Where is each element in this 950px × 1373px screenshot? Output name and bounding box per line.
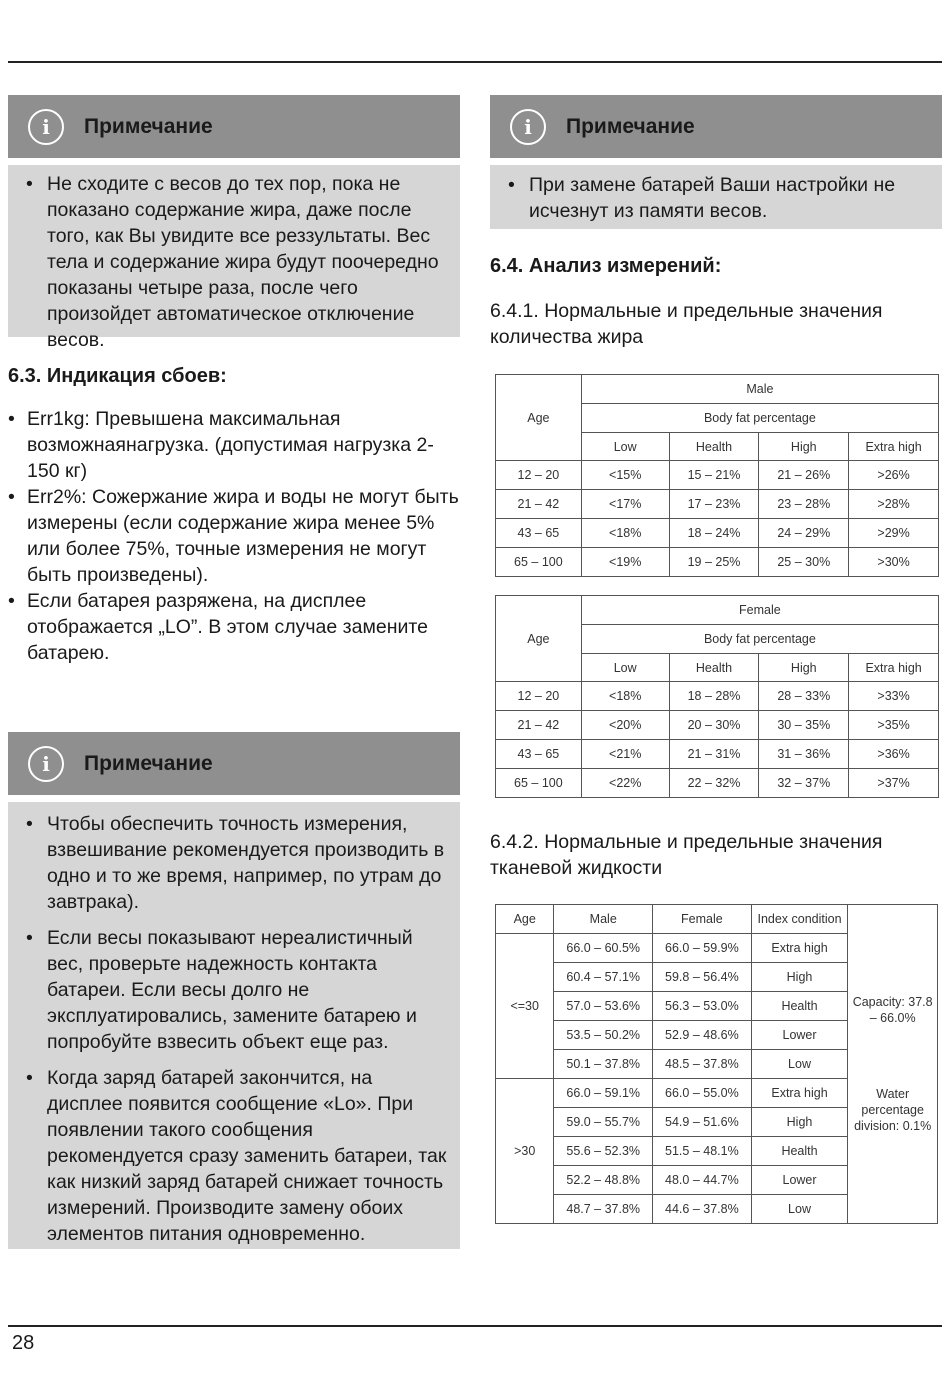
table-header-age: Age xyxy=(496,596,582,682)
table-cell: <18% xyxy=(581,519,669,548)
table-cell: 19 – 25% xyxy=(669,548,759,577)
list-item: • Если весы показывают нереалистичный вес, проверьте надежность контакта батареи. Если весы долго не эксплуатировались, замените батарею и попробуйте взвесить объект еще раз. xyxy=(22,925,450,1055)
table-cell: 18 – 24% xyxy=(669,519,759,548)
table-header-index: Index condition xyxy=(751,905,848,934)
table-cell: High xyxy=(751,1108,848,1137)
table-cell: 55.6 – 52.3% xyxy=(554,1137,653,1166)
table-cell: High xyxy=(751,963,848,992)
table-cell: <20% xyxy=(581,711,669,740)
table-row xyxy=(496,461,939,490)
note-box-1 xyxy=(8,95,460,351)
table-cell: 25 – 30% xyxy=(759,548,849,577)
table-cell: 24 – 29% xyxy=(759,519,849,548)
table-col-header: Low xyxy=(581,654,669,682)
info-icon: i xyxy=(28,109,64,145)
list-item: • Если батарея разряжена, на дисплее отображается „LO”. В этом случае замените батарею. xyxy=(8,588,460,666)
table-cell: 15 – 21% xyxy=(669,461,759,490)
list-item: • Не сходите с весов до тех пор, пока не показано содержание жира, даже после того, как Вы увидите все реззультаты. Вес тела и содержание жира будут поочередно показаны четыре раза, после чего произойдет автоматическое отключение весов. xyxy=(22,171,450,353)
table-row xyxy=(496,769,939,798)
note-list xyxy=(504,172,932,224)
side-info-cell xyxy=(848,905,938,1224)
female-fat-table xyxy=(495,595,939,798)
table-cell: Extra high xyxy=(751,934,848,963)
table-cell: 57.0 – 53.6% xyxy=(554,992,653,1021)
note-title: Примечание xyxy=(566,114,695,138)
info-icon: i xyxy=(510,109,546,145)
table-cell: <15% xyxy=(581,461,669,490)
table-col-header: Health xyxy=(669,433,759,461)
table-header-age: Age xyxy=(496,905,554,934)
table-cell: Health xyxy=(751,992,848,1021)
table-col-header: Extra high xyxy=(849,654,939,682)
section-heading: 6.4. Анализ измерений: xyxy=(490,255,722,277)
table-cell: 48.5 – 37.8% xyxy=(653,1050,752,1079)
subsection-title: 6.4.2. Нормальные и предельные значения тканевой жидкости xyxy=(490,831,883,879)
table-cell: 59.8 – 56.4% xyxy=(653,963,752,992)
table-cell: 66.0 – 59.9% xyxy=(653,934,752,963)
table-cell: 51.5 – 48.1% xyxy=(653,1137,752,1166)
age-group-cell: <=30 xyxy=(496,934,554,1079)
table-cell: 21 – 26% xyxy=(759,461,849,490)
division-note: Water percentage division: 0.1% xyxy=(854,1087,932,1133)
table-cell: 23 – 28% xyxy=(759,490,849,519)
note-body xyxy=(8,802,460,1249)
table-cell: >36% xyxy=(849,740,939,769)
table-cell: Low xyxy=(751,1050,848,1079)
list-item: • Когда заряд батарей закончится, на дисплее появится сообщение «Lo». При появлении такого сообщения рекомендуется сразу заменить батареи, так как низкий заряд батарей снижает точность измерений. Производите замену обоих элементов питания одновременно. xyxy=(22,1065,450,1247)
capacity-note: Capacity: 37.8 – 66.0% xyxy=(852,995,933,1025)
table-cell: 31 – 36% xyxy=(759,740,849,769)
table-cell: >29% xyxy=(849,519,939,548)
table-cell: 65 – 100 xyxy=(496,548,582,577)
table-row xyxy=(496,490,939,519)
table-col-header: Extra high xyxy=(849,433,939,461)
table-col-header: High xyxy=(759,654,849,682)
table-cell: 60.4 – 57.1% xyxy=(554,963,653,992)
section-heading: 6.3. Индикация сбоев: xyxy=(8,365,227,387)
table-cell: 44.6 – 37.8% xyxy=(653,1195,752,1224)
table-cell: 52.9 – 48.6% xyxy=(653,1021,752,1050)
table-row xyxy=(496,519,939,548)
top-rule xyxy=(8,61,942,63)
table-cell: >28% xyxy=(849,490,939,519)
table-cell: 43 – 65 xyxy=(496,519,582,548)
list-item: • При замене батарей Ваши настройки не исчезнут из памяти весов. xyxy=(504,172,932,224)
note-box-3 xyxy=(490,95,942,229)
table-col-header: Health xyxy=(669,654,759,682)
table-cell: 59.0 – 55.7% xyxy=(554,1108,653,1137)
note-title: Примечание xyxy=(84,114,213,138)
list-item: • Err1kg: Превышена максимальная возможнаянагрузка. (допустимая нагрузка 2-150 кг) xyxy=(8,406,460,484)
note-body xyxy=(490,165,942,229)
table-cell: 66.0 – 55.0% xyxy=(653,1079,752,1108)
table-cell: 56.3 – 53.0% xyxy=(653,992,752,1021)
error-list xyxy=(8,406,460,666)
left-column xyxy=(8,95,460,1245)
table-cell: 48.7 – 37.8% xyxy=(554,1195,653,1224)
table-cell: 17 – 23% xyxy=(669,490,759,519)
table-cell: <22% xyxy=(581,769,669,798)
table-header-group: Male xyxy=(581,375,938,404)
note-list xyxy=(22,811,450,1247)
table-cell: Health xyxy=(751,1137,848,1166)
table-header-metric: Body fat percentage xyxy=(581,404,938,433)
table-cell: 66.0 – 59.1% xyxy=(554,1079,653,1108)
table-cell: >33% xyxy=(849,682,939,711)
right-column xyxy=(490,95,942,350)
table-cell: 52.2 – 48.8% xyxy=(554,1166,653,1195)
table-row xyxy=(496,711,939,740)
page-number: 28 xyxy=(12,1332,35,1354)
table-cell: 21 – 42 xyxy=(496,490,582,519)
note-header xyxy=(8,732,460,795)
table-header-metric: Body fat percentage xyxy=(581,625,938,654)
table-cell: 20 – 30% xyxy=(669,711,759,740)
table-cell: 30 – 35% xyxy=(759,711,849,740)
table-cell: 21 – 42 xyxy=(496,711,582,740)
table-cell: Extra high xyxy=(751,1079,848,1108)
table-cell: 28 – 33% xyxy=(759,682,849,711)
table-cell: >26% xyxy=(849,461,939,490)
male-fat-table xyxy=(495,374,939,577)
table-cell: 65 – 100 xyxy=(496,769,582,798)
table-cell: 43 – 65 xyxy=(496,740,582,769)
note-header xyxy=(8,95,460,158)
table-cell: 53.5 – 50.2% xyxy=(554,1021,653,1050)
table-cell: 22 – 32% xyxy=(669,769,759,798)
table-cell: Low xyxy=(751,1195,848,1224)
table-cell: >35% xyxy=(849,711,939,740)
note-list xyxy=(22,171,450,353)
table-cell: 54.9 – 51.6% xyxy=(653,1108,752,1137)
table-cell: <18% xyxy=(581,682,669,711)
table-cell: <17% xyxy=(581,490,669,519)
table-cell: 12 – 20 xyxy=(496,682,582,711)
table-cell: Lower xyxy=(751,1021,848,1050)
table-row xyxy=(496,682,939,711)
table-col-header: Low xyxy=(581,433,669,461)
table-cell: 32 – 37% xyxy=(759,769,849,798)
table-cell: <21% xyxy=(581,740,669,769)
table-cell: 48.0 – 44.7% xyxy=(653,1166,752,1195)
table-cell: 21 – 31% xyxy=(669,740,759,769)
table-cell: >30% xyxy=(849,548,939,577)
table-col-header: High xyxy=(759,433,849,461)
water-table xyxy=(495,904,938,1224)
table-cell: Lower xyxy=(751,1166,848,1195)
table-header-male: Male xyxy=(554,905,653,934)
table-header-female: Female xyxy=(653,905,752,934)
info-icon: i xyxy=(28,746,64,782)
table-header-group: Female xyxy=(581,596,938,625)
note-title: Примечание xyxy=(84,751,213,775)
list-item: • Чтобы обеспечить точность измерения, взвешивание рекомендуется производить в одно и то же время, например, по утрам до завтрака). xyxy=(22,811,450,915)
subsection-title: 6.4.1. Нормальные и предельные значения количества жира xyxy=(490,300,883,348)
note-body xyxy=(8,165,460,351)
table-cell: 12 – 20 xyxy=(496,461,582,490)
note-box-2 xyxy=(8,732,460,1249)
table-cell: 18 – 28% xyxy=(669,682,759,711)
table-cell: <19% xyxy=(581,548,669,577)
table-header-age: Age xyxy=(496,375,582,461)
table-cell: >37% xyxy=(849,769,939,798)
table-row xyxy=(496,740,939,769)
table-cell: 66.0 – 60.5% xyxy=(554,934,653,963)
note-header xyxy=(490,95,942,158)
list-item: • Err2%: Сожержание жира и воды не могут быть измерены (если содержание жира менее 5% или более 75%, точные измерения не могут быть произведены). xyxy=(8,484,460,588)
bottom-rule xyxy=(8,1325,942,1327)
table-row xyxy=(496,548,939,577)
age-group-cell: >30 xyxy=(496,1079,554,1224)
table-cell: 50.1 – 37.8% xyxy=(554,1050,653,1079)
